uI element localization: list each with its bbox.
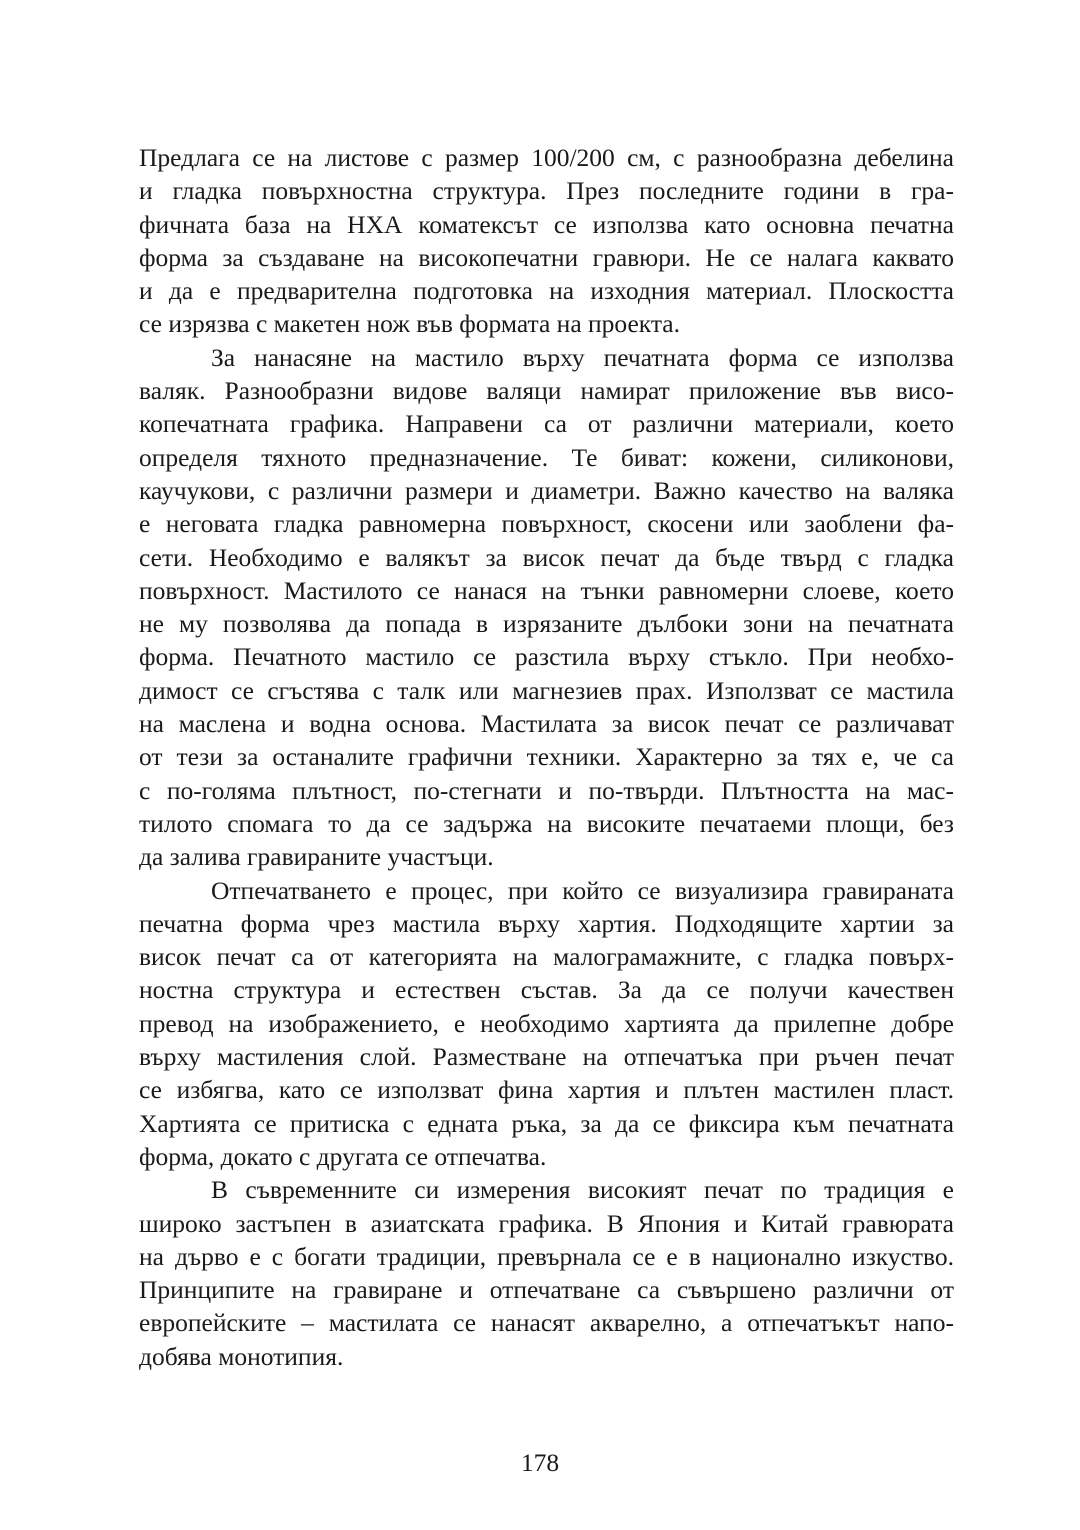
text-line: и да е предварителна подготовка на изходния материал. Плоскостта	[139, 276, 954, 306]
text-line: от тези за останалите графични техники. Характерно за тях е, че са	[139, 742, 954, 772]
text-line: копечатната графика. Направени са от различни материали, което	[139, 409, 954, 439]
text-line: превод на изображението, е необходимо хартията да прилепне добре	[139, 1008, 954, 1038]
text-line: Предлага се на листове с размер 100/200 см, с разнообразна дебелина	[139, 143, 954, 172]
text-line: на маслена и водна основа. Мастилата за висок печат се различават	[139, 709, 954, 739]
text-line: европейските – мастилата се нанасят акварелно, а отпечатъкът напо-	[139, 1308, 954, 1338]
text-line: ностна структура и естествен състав. За да се получи качествен	[139, 975, 954, 1005]
text-line: Принципите на гравиране и отпечатване са съвършено различни от	[139, 1275, 954, 1305]
page-number: 178	[520, 1448, 560, 1477]
text-line: е неговата гладка равномерна повърхност, скосени или заоблени фа-	[139, 509, 954, 539]
paragraph-4	[139, 1173, 954, 1373]
text-line: форма. Печатното мастило се разстила върху стъкло. При необхо-	[139, 642, 954, 672]
text-line: сети. Необходимо е валякът за висок печат да бъде твърд с гладка	[139, 542, 954, 572]
text-line: тилото спомага то да се задържа на високите печатаеми площи, без	[139, 808, 954, 838]
body-text	[139, 141, 954, 1373]
paragraph-2	[139, 341, 954, 874]
text-line: висок печат са от категорията на малограмажните, с гладка повърх-	[139, 942, 954, 972]
text-line: се изрязва с макетен нож във формата на проекта.	[139, 309, 681, 339]
text-line: каучукови, с различни размери и диаметри. Важно качество на валяка	[139, 475, 954, 505]
paragraph-1	[139, 141, 954, 341]
text-line: се избягва, като се използват фина хартия и плътен мастилен пласт.	[139, 1075, 954, 1105]
text-line: Хартията се притиска с едната ръка, за да се фиксира към печатната	[139, 1108, 954, 1138]
text-line: да залива гравираните участъци.	[139, 842, 494, 872]
text-line: широко застъпен в азиатската графика. В Япония и Китай гравюрата	[139, 1208, 954, 1238]
text-line: форма, докато с другата се отпечатва.	[139, 1141, 547, 1171]
text-line: За нанасяне на мастило върху печатната форма се използва	[211, 342, 954, 372]
text-line: и гладка повърхностна структура. През последните години в гра-	[139, 176, 954, 206]
text-line: повърхност. Мастилото се нанася на тънки равномерни слоеве, което	[139, 575, 954, 605]
text-line: върху мастиления слой. Разместване на отпечатъка при ръчен печат	[139, 1042, 954, 1072]
text-line: Отпечатването е процес, при който се визуализира гравираната	[211, 875, 954, 905]
text-line: добява монотипия.	[139, 1341, 344, 1371]
text-line: печатна форма чрез мастила върху хартия. Подходящите хартии за	[139, 908, 954, 938]
paragraph-3	[139, 874, 954, 1174]
text-line: В съвременните си измерения високият печат по традиция е	[211, 1175, 954, 1205]
text-line: фичната база на НХА коматексът се използва като основна печатна	[139, 209, 954, 239]
text-line: с по-голяма плътност, по-стегнати и по-твърди. Плътността на мас-	[139, 775, 954, 805]
text-line: на дърво е с богати традиции, превърнала се е в национално изкуство.	[139, 1241, 954, 1271]
text-line: димост се сгъстява с талк или магнезиев прах. Използват се мастила	[139, 675, 954, 705]
text-line: определя тяхното предназначение. Те биват: кожени, силиконови,	[139, 442, 954, 472]
text-line: форма за създаване на високопечатни гравюри. Не се налага каквато	[139, 242, 954, 272]
text-line: не му позволява да попада в изрязаните дълбоки зони на печатната	[139, 609, 954, 639]
text-line: валяк. Разнообразни видове валяци намират приложение във висо-	[139, 376, 954, 406]
